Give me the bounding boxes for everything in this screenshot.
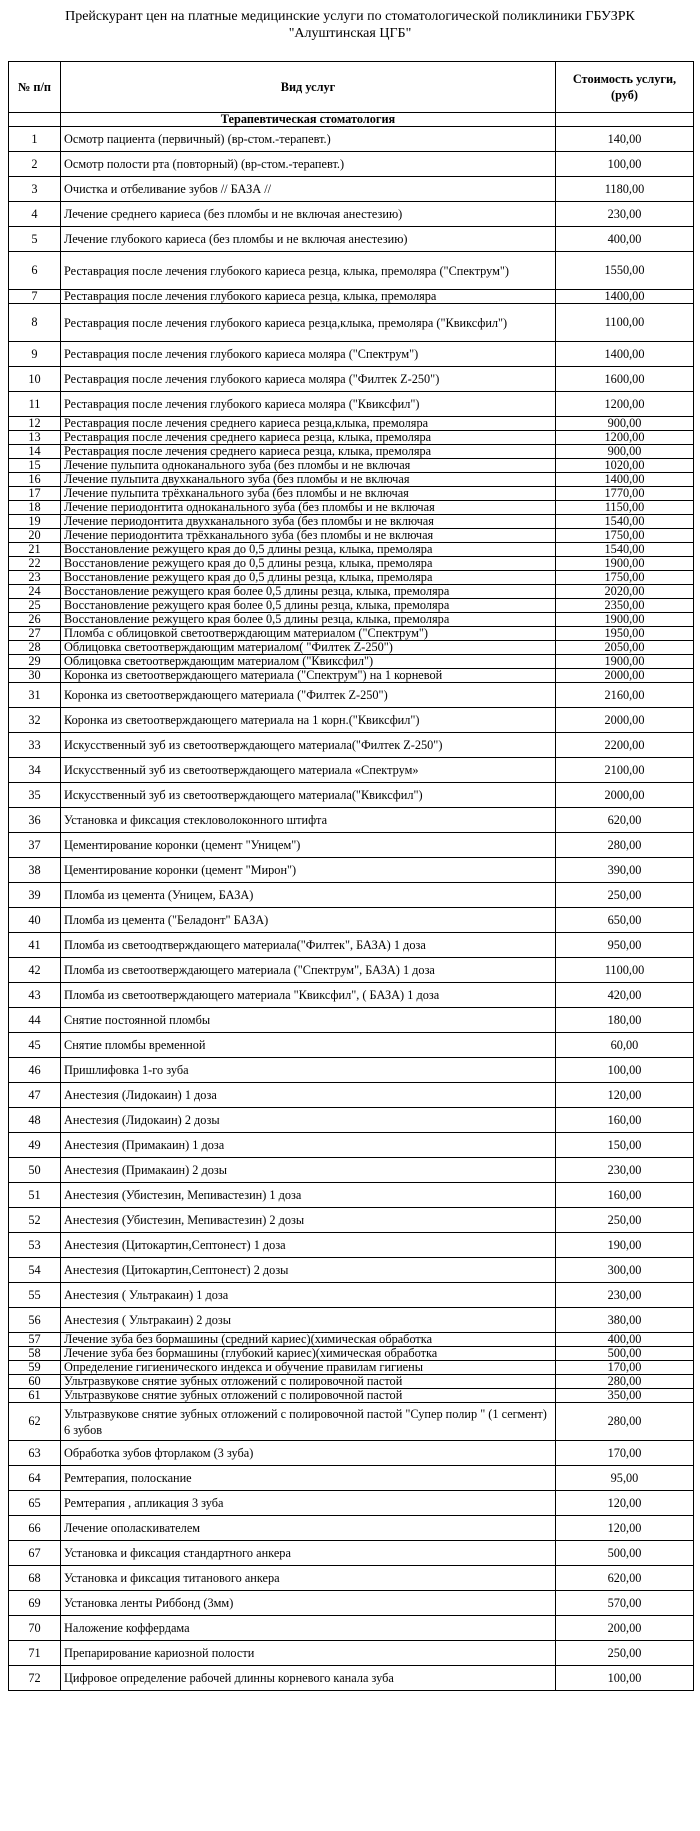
service-name: Ультразвукове снятие зубных отложений с полировочной пастой "Супер полир " (1 сегмент) 6 зубов [61, 1403, 556, 1441]
table-row [9, 858, 694, 883]
service-name: Анестезия ( Ультракаин) 1 доза [61, 1283, 556, 1308]
service-name: Анестезия (Цитокартин,Септонест) 2 дозы [61, 1258, 556, 1283]
service-price: 300,00 [556, 1258, 694, 1283]
table-row [9, 1058, 694, 1083]
service-name: Пришлифовка 1-го зуба [61, 1058, 556, 1083]
service-price: 250,00 [556, 1208, 694, 1233]
service-name: Лечение пульпита одноканального зуба (без пломбы и не включая [61, 459, 556, 473]
service-name: Коронка из светоотверждающего материала ("Филтек Z-250") [61, 683, 556, 708]
service-price: 620,00 [556, 1566, 694, 1591]
service-name: Лечение периодонтита двухканального зуба (без пломбы и не включая [61, 515, 556, 529]
service-price: 1200,00 [556, 392, 694, 417]
service-name: Восстановление режущего края более 0,5 длины резца, клыка, премоляра [61, 585, 556, 599]
table-row [9, 445, 694, 459]
table-row [9, 733, 694, 758]
table-row [9, 655, 694, 669]
row-number: 36 [9, 808, 61, 833]
row-number: 52 [9, 1208, 61, 1233]
table-row [9, 1083, 694, 1108]
table-row [9, 1158, 694, 1183]
service-price: 1750,00 [556, 529, 694, 543]
service-price: 1550,00 [556, 252, 694, 290]
table-row [9, 1208, 694, 1233]
service-name: Реставрация после лечения глубокого кариеса резца, клыка, премоляра ("Спектрум") [61, 252, 556, 290]
service-name: Восстановление режущего края более 0,5 длины резца, клыка, премоляра [61, 599, 556, 613]
table-row [9, 1258, 694, 1283]
service-price: 350,00 [556, 1389, 694, 1403]
table-row [9, 933, 694, 958]
service-name: Цементирование коронки (цемент "Уницем") [61, 833, 556, 858]
table-row [9, 1347, 694, 1361]
service-price: 1400,00 [556, 290, 694, 304]
service-name: Установка ленты Риббонд (3мм) [61, 1591, 556, 1616]
service-name: Установка и фиксация стекловолоконного штифта [61, 808, 556, 833]
row-number: 69 [9, 1591, 61, 1616]
table-row [9, 833, 694, 858]
service-price: 390,00 [556, 858, 694, 883]
service-price: 120,00 [556, 1083, 694, 1108]
service-name: Осмотр полости рта (повторный) (вр-стом.-терапевт.) [61, 152, 556, 177]
service-price: 1950,00 [556, 627, 694, 641]
table-row [9, 459, 694, 473]
service-price: 1100,00 [556, 304, 694, 342]
table-row [9, 1361, 694, 1375]
service-name: Цементирование коронки (цемент "Мирон") [61, 858, 556, 883]
row-number: 31 [9, 683, 61, 708]
service-name: Ультразвукове снятие зубных отложений с полировочной пастой [61, 1375, 556, 1389]
column-header-price: Стоимость услуги, (руб) [556, 62, 694, 113]
service-name: Реставрация после лечения среднего кариеса резца,клыка, премоляра [61, 417, 556, 431]
service-name: Анестезия (Примакаин) 1 доза [61, 1133, 556, 1158]
row-number: 15 [9, 459, 61, 473]
row-number: 29 [9, 655, 61, 669]
table-row [9, 152, 694, 177]
service-name: Лечение периодонтита одноканального зуба (без пломбы и не включая [61, 501, 556, 515]
row-number: 53 [9, 1233, 61, 1258]
row-number: 9 [9, 342, 61, 367]
service-name: Лечение среднего кариеса (без пломбы и не включая анестезию) [61, 202, 556, 227]
table-row [9, 758, 694, 783]
service-name: Препарирование кариозной полости [61, 1641, 556, 1666]
service-price: 150,00 [556, 1133, 694, 1158]
row-number: 24 [9, 585, 61, 599]
service-name: Лечение глубокого кариеса (без пломбы и не включая анестезию) [61, 227, 556, 252]
service-name: Реставрация после лечения глубокого кариеса резца,клыка, премоляра ("Квиксфил") [61, 304, 556, 342]
service-name: Анестезия (Убистезин, Мепивастезин) 1 доза [61, 1183, 556, 1208]
row-number: 2 [9, 152, 61, 177]
service-price: 1900,00 [556, 557, 694, 571]
row-number: 71 [9, 1641, 61, 1666]
service-price: 160,00 [556, 1108, 694, 1133]
section-row [9, 113, 694, 127]
row-number: 35 [9, 783, 61, 808]
row-number: 47 [9, 1083, 61, 1108]
row-number: 14 [9, 445, 61, 459]
service-price: 230,00 [556, 1158, 694, 1183]
service-name: Искусственный зуб из светоотверждающего материала("Филтек Z-250") [61, 733, 556, 758]
table-row [9, 1591, 694, 1616]
row-number: 21 [9, 543, 61, 557]
service-name: Установка и фиксация титанового анкера [61, 1566, 556, 1591]
service-price: 100,00 [556, 1666, 694, 1691]
service-price: 1750,00 [556, 571, 694, 585]
service-name: Коронка из светоотверждающего материала ("Спектрум") на 1 корневой [61, 669, 556, 683]
service-price: 500,00 [556, 1347, 694, 1361]
service-price: 2000,00 [556, 669, 694, 683]
row-number: 6 [9, 252, 61, 290]
table-row [9, 1375, 694, 1389]
service-name: Пломба из цемента ("Беладонт" БАЗА) [61, 908, 556, 933]
service-price: 1600,00 [556, 367, 694, 392]
service-price: 230,00 [556, 202, 694, 227]
table-row [9, 1333, 694, 1347]
row-number: 64 [9, 1466, 61, 1491]
table-row [9, 392, 694, 417]
row-number: 16 [9, 473, 61, 487]
service-name: Обработка зубов фторлаком (3 зуба) [61, 1441, 556, 1466]
service-price: 620,00 [556, 808, 694, 833]
row-number: 61 [9, 1389, 61, 1403]
table-row [9, 290, 694, 304]
service-price: 420,00 [556, 983, 694, 1008]
table-row [9, 1008, 694, 1033]
service-price: 2100,00 [556, 758, 694, 783]
table-row [9, 641, 694, 655]
row-number: 58 [9, 1347, 61, 1361]
table-row [9, 202, 694, 227]
service-name: Восстановление режущего края до 0,5 длины резца, клыка, премоляра [61, 557, 556, 571]
service-name: Ультразвукове снятие зубных отложений с полировочной пастой [61, 1389, 556, 1403]
service-name: Анестезия (Убистезин, Мепивастезин) 2 дозы [61, 1208, 556, 1233]
service-price: 1020,00 [556, 459, 694, 473]
row-number: 13 [9, 431, 61, 445]
table-row [9, 983, 694, 1008]
row-number: 45 [9, 1033, 61, 1058]
table-row [9, 227, 694, 252]
row-number: 17 [9, 487, 61, 501]
row-number: 55 [9, 1283, 61, 1308]
service-price: 170,00 [556, 1361, 694, 1375]
service-name: Коронка из светоотверждающего материала на 1 корн.("Квиксфил") [61, 708, 556, 733]
service-name: Реставрация после лечения глубокого кариеса моляра ("Квиксфил") [61, 392, 556, 417]
row-number: 3 [9, 177, 61, 202]
service-price: 100,00 [556, 152, 694, 177]
service-name: Определение гигиенического индекса и обучение правилам гигиены [61, 1361, 556, 1375]
service-name: Снятие пломбы временной [61, 1033, 556, 1058]
section-title: Терапевтическая стоматология [61, 113, 556, 127]
table-row [9, 1283, 694, 1308]
table-row [9, 1033, 694, 1058]
row-number: 63 [9, 1441, 61, 1466]
service-price: 1180,00 [556, 177, 694, 202]
service-name: Пломба из светоотверждающего материала ("Спектрум", БАЗА) 1 доза [61, 958, 556, 983]
service-name: Анестезия (Цитокартин,Септонест) 1 доза [61, 1233, 556, 1258]
service-price: 1150,00 [556, 501, 694, 515]
service-name: Осмотр пациента (первичный) (вр-стом.-терапевт.) [61, 127, 556, 152]
row-number: 50 [9, 1158, 61, 1183]
service-price: 230,00 [556, 1283, 694, 1308]
column-header-service: Вид услуг [61, 62, 556, 113]
row-number: 51 [9, 1183, 61, 1208]
row-number: 10 [9, 367, 61, 392]
service-name: Лечение зуба без бормашины (средний кариес)(химическая обработка [61, 1333, 556, 1347]
title-line-1: Прейскурант цен на платные медицинские услуги по стоматологической поликлиники ГБУЗРК [65, 9, 635, 24]
table-row [9, 1403, 694, 1441]
service-price: 1200,00 [556, 431, 694, 445]
row-number: 70 [9, 1616, 61, 1641]
table-row [9, 1108, 694, 1133]
service-price: 200,00 [556, 1616, 694, 1641]
row-number: 39 [9, 883, 61, 908]
service-price: 1900,00 [556, 655, 694, 669]
row-number: 66 [9, 1516, 61, 1541]
service-price: 2000,00 [556, 783, 694, 808]
service-name: Анестезия (Лидокаин) 2 дозы [61, 1108, 556, 1133]
service-price: 250,00 [556, 1641, 694, 1666]
table-row [9, 557, 694, 571]
table-row [9, 367, 694, 392]
table-row [9, 1441, 694, 1466]
row-number: 40 [9, 908, 61, 933]
service-price: 2350,00 [556, 599, 694, 613]
service-price: 180,00 [556, 1008, 694, 1033]
service-name: Цифровое определение рабочей длинны корневого канала зуба [61, 1666, 556, 1691]
table-row [9, 883, 694, 908]
row-number: 28 [9, 641, 61, 655]
row-number: 25 [9, 599, 61, 613]
table-row [9, 1566, 694, 1591]
service-price: 900,00 [556, 417, 694, 431]
service-price: 1770,00 [556, 487, 694, 501]
table-row [9, 1616, 694, 1641]
row-number: 30 [9, 669, 61, 683]
service-price: 1540,00 [556, 515, 694, 529]
table-row [9, 487, 694, 501]
table-row [9, 529, 694, 543]
service-name: Лечение зуба без бормашины (глубокий кариес)(химическая обработка [61, 1347, 556, 1361]
row-number: 19 [9, 515, 61, 529]
service-price: 60,00 [556, 1033, 694, 1058]
service-name: Лечение ополаскивателем [61, 1516, 556, 1541]
table-row [9, 1389, 694, 1403]
service-price: 170,00 [556, 1441, 694, 1466]
row-number: 1 [9, 127, 61, 152]
row-number: 42 [9, 958, 61, 983]
service-price: 900,00 [556, 445, 694, 459]
service-price: 280,00 [556, 833, 694, 858]
table-row [9, 1541, 694, 1566]
service-name: Восстановление режущего края до 0,5 длины резца, клыка, премоляра [61, 571, 556, 585]
service-price: 2160,00 [556, 683, 694, 708]
service-price: 120,00 [556, 1491, 694, 1516]
service-price: 120,00 [556, 1516, 694, 1541]
table-row [9, 708, 694, 733]
table-row [9, 177, 694, 202]
row-number: 23 [9, 571, 61, 585]
table-row [9, 342, 694, 367]
row-number: 5 [9, 227, 61, 252]
row-number: 4 [9, 202, 61, 227]
table-row [9, 613, 694, 627]
service-price: 95,00 [556, 1466, 694, 1491]
table-row [9, 1666, 694, 1691]
row-number: 12 [9, 417, 61, 431]
service-price: 400,00 [556, 227, 694, 252]
service-name: Пломба из светоотверждающего материала "Квиксфил", ( БАЗА) 1 доза [61, 983, 556, 1008]
row-number: 44 [9, 1008, 61, 1033]
price-list-table [8, 61, 694, 1691]
table-row [9, 1641, 694, 1666]
service-name: Наложение коффердама [61, 1616, 556, 1641]
table-row [9, 473, 694, 487]
service-name: Пломба с облицовкой светоотверждающим материалом ("Спектрум") [61, 627, 556, 641]
service-price: 950,00 [556, 933, 694, 958]
row-number: 72 [9, 1666, 61, 1691]
service-name: Облицовка светоотверждающим материалом ("Квиксфил") [61, 655, 556, 669]
service-name: Анестезия ( Ультракаин) 2 дозы [61, 1308, 556, 1333]
row-number: 20 [9, 529, 61, 543]
service-price: 2050,00 [556, 641, 694, 655]
service-name: Восстановление режущего края более 0,5 длины резца, клыка, премоляра [61, 613, 556, 627]
service-name: Установка и фиксация стандартного анкера [61, 1541, 556, 1566]
table-row [9, 1233, 694, 1258]
table-row [9, 431, 694, 445]
table-row [9, 304, 694, 342]
service-name: Анестезия (Примакаин) 2 дозы [61, 1158, 556, 1183]
table-row [9, 599, 694, 613]
row-number: 62 [9, 1403, 61, 1441]
service-price: 2020,00 [556, 585, 694, 599]
row-number: 33 [9, 733, 61, 758]
row-number: 37 [9, 833, 61, 858]
table-row [9, 908, 694, 933]
row-number: 43 [9, 983, 61, 1008]
service-price: 500,00 [556, 1541, 694, 1566]
table-row [9, 1516, 694, 1541]
service-price: 1900,00 [556, 613, 694, 627]
table-row [9, 1308, 694, 1333]
service-name: Реставрация после лечения среднего кариеса резца, клыка, премоляра [61, 445, 556, 459]
row-number: 18 [9, 501, 61, 515]
service-name: Очистка и отбеливание зубов // БАЗА // [61, 177, 556, 202]
row-number: 32 [9, 708, 61, 733]
row-number: 60 [9, 1375, 61, 1389]
service-price: 1400,00 [556, 342, 694, 367]
service-name: Реставрация после лечения глубокого кариеса моляра ("Спектрум") [61, 342, 556, 367]
service-name: Реставрация после лечения глубокого кариеса резца, клыка, премоляра [61, 290, 556, 304]
table-row [9, 127, 694, 152]
service-price: 280,00 [556, 1403, 694, 1441]
row-number: 22 [9, 557, 61, 571]
service-name: Ремтерапия , апликация 3 зуба [61, 1491, 556, 1516]
table-row [9, 683, 694, 708]
table-row [9, 543, 694, 557]
row-number: 54 [9, 1258, 61, 1283]
service-name: Восстановление режущего края до 0,5 длины резца, клыка, премоляра [61, 543, 556, 557]
row-number: 67 [9, 1541, 61, 1566]
service-price: 1400,00 [556, 473, 694, 487]
row-number: 68 [9, 1566, 61, 1591]
service-price: 2200,00 [556, 733, 694, 758]
service-price: 190,00 [556, 1233, 694, 1258]
service-price: 2000,00 [556, 708, 694, 733]
service-price: 1540,00 [556, 543, 694, 557]
document-title [0, 8, 700, 42]
table-row [9, 515, 694, 529]
row-number: 38 [9, 858, 61, 883]
table-row [9, 808, 694, 833]
table-row [9, 1491, 694, 1516]
table-row [9, 417, 694, 431]
service-name: Анестезия (Лидокаин) 1 доза [61, 1083, 556, 1108]
service-name: Облицовка светоотверждающим материалом( "Филтек Z-250") [61, 641, 556, 655]
service-name: Лечение пульпита двухканального зуба (без пломбы и не включая [61, 473, 556, 487]
service-price: 570,00 [556, 1591, 694, 1616]
service-price: 280,00 [556, 1375, 694, 1389]
service-name: Снятие постоянной пломбы [61, 1008, 556, 1033]
table-row [9, 585, 694, 599]
table-row [9, 627, 694, 641]
row-number: 56 [9, 1308, 61, 1333]
table-row [9, 783, 694, 808]
service-name: Искусственный зуб из светоотверждающего материала «Спектрум» [61, 758, 556, 783]
table-row [9, 1183, 694, 1208]
service-price: 250,00 [556, 883, 694, 908]
table-row [9, 501, 694, 515]
title-line-2: "Алуштинская ЦГБ" [288, 26, 412, 41]
table-header-row [9, 62, 694, 113]
row-number: 59 [9, 1361, 61, 1375]
row-number: 41 [9, 933, 61, 958]
service-name: Лечение периодонтита трёхканального зуба (без пломбы и не включая [61, 529, 556, 543]
service-price: 380,00 [556, 1308, 694, 1333]
row-number: 7 [9, 290, 61, 304]
service-price: 400,00 [556, 1333, 694, 1347]
table-row [9, 1133, 694, 1158]
service-price: 100,00 [556, 1058, 694, 1083]
row-number: 65 [9, 1491, 61, 1516]
service-price: 160,00 [556, 1183, 694, 1208]
service-name: Реставрация после лечения глубокого кариеса моляра ("Филтек Z-250") [61, 367, 556, 392]
service-price: 140,00 [556, 127, 694, 152]
table-row [9, 571, 694, 585]
row-number: 46 [9, 1058, 61, 1083]
row-number: 48 [9, 1108, 61, 1133]
row-number: 57 [9, 1333, 61, 1347]
row-number: 27 [9, 627, 61, 641]
column-header-number: № п/п [9, 62, 61, 113]
row-number: 8 [9, 304, 61, 342]
service-name: Пломба из светоодтверждающего материала("Филтек", БАЗА) 1 доза [61, 933, 556, 958]
table-row [9, 252, 694, 290]
row-number: 11 [9, 392, 61, 417]
table-row [9, 669, 694, 683]
service-name: Искусственный зуб из светоотверждающего материала("Квиксфил") [61, 783, 556, 808]
row-number: 34 [9, 758, 61, 783]
service-name: Ремтерапия, полоскание [61, 1466, 556, 1491]
table-row [9, 1466, 694, 1491]
row-number: 49 [9, 1133, 61, 1158]
service-name: Лечение пульпита трёхканального зуба (без пломбы и не включая [61, 487, 556, 501]
service-price: 1100,00 [556, 958, 694, 983]
service-name: Пломба из цемента (Уницем, БАЗА) [61, 883, 556, 908]
service-name: Реставрация после лечения среднего кариеса резца, клыка, премоляра [61, 431, 556, 445]
service-price: 650,00 [556, 908, 694, 933]
table-row [9, 958, 694, 983]
row-number: 26 [9, 613, 61, 627]
